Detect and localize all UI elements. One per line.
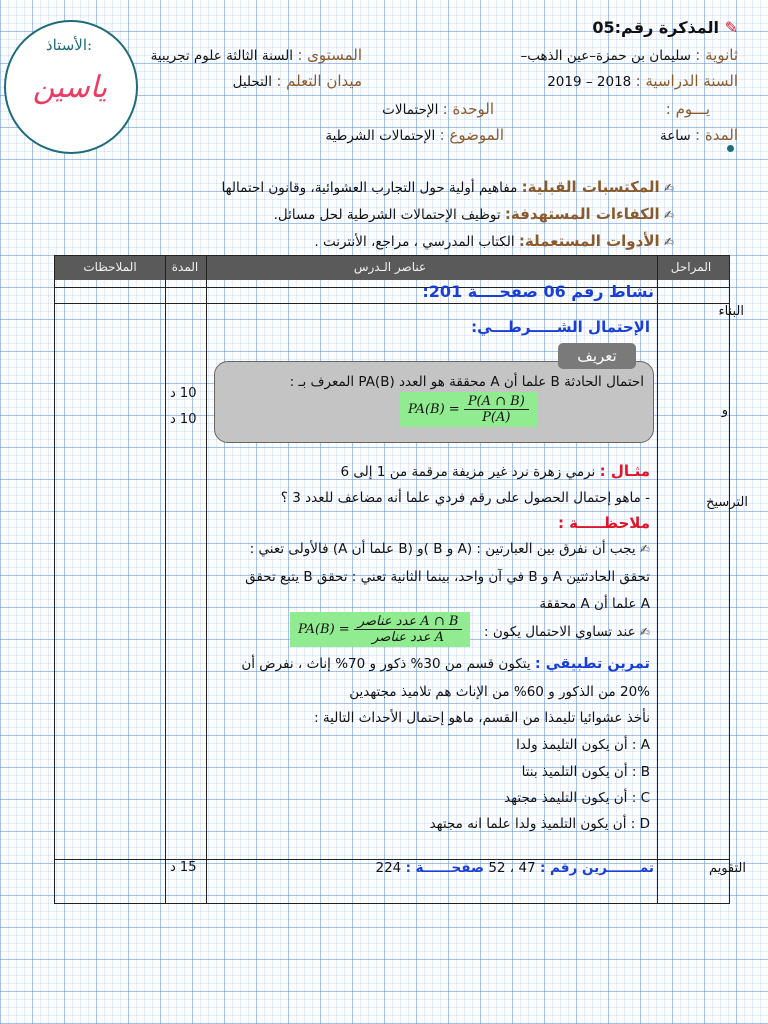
column-divider: [165, 256, 166, 903]
header-stages: المراحل: [670, 260, 712, 274]
note-line: تحقق الحادثتين A و B في آن واحد، بينما الثانية تعني : تحقق B يتبع تحقق: [245, 569, 650, 585]
column-divider: [657, 256, 658, 903]
activity-title: نشاط رقم 06 صفحــــة 201:: [422, 282, 654, 301]
exercise-line: نأخذ عشوائيا تليمذا من القسم، ماهو إحتمال الأحداث التالية :: [314, 710, 650, 726]
stage-evaluate: التقويم: [708, 861, 746, 876]
stamp-name: ياسين: [32, 70, 108, 105]
lesson-heading: الإحتمال الشـــــرطـــي:: [471, 318, 650, 336]
stage-and: و: [721, 403, 728, 418]
row-divider: [55, 303, 729, 304]
pencil-icon: ✍: [663, 208, 674, 222]
example-line: مثـال : نرمي زهرة نرد غير مزيفة مرقمة من 1 إلى 6: [340, 462, 650, 480]
pencil-icon: ✍: [639, 625, 650, 639]
level-line: المستوى : السنة الثالثة علوم تجريبية: [150, 46, 362, 64]
tools-line: ✍ الأدوات المستعملة: الكتاب المدرسي ، مراجع، الأنترنت .: [314, 232, 674, 250]
pencil-icon: ✍: [663, 181, 674, 195]
school-line: ثانوية : سليمان بن حمزة–عين الذهب–: [520, 46, 738, 64]
prereq-line: ✍ المكتسبات القبلية: مفاهيم أولية حول التجارب العشوائية، وقانون احتمالها: [221, 178, 674, 196]
duration-line: المدة : ساعة: [660, 126, 738, 144]
definition-formula: PA(B) = $\frac{P(A \cap B)}{P(A)}$: [400, 392, 537, 427]
header-elements: عناصر الـدرس: [353, 260, 427, 274]
stage-build: البناء: [718, 304, 744, 319]
exercise-line: 20% من الذكور و 60% من الإناث هم تلاميذ مجتهدين: [349, 684, 650, 700]
field-line: ميدان التعلم : التحليل: [232, 72, 362, 90]
unit-line: الوحدة : الإحتمالات: [382, 100, 494, 118]
duration-cell: 15 د: [170, 860, 197, 875]
day-line: يـــوم :: [665, 100, 710, 118]
event-c: C : أن يكون التليمذ مجتهد: [504, 790, 650, 806]
note-line: A علما أن A محققة: [539, 596, 650, 612]
stage-consolidate: الترسيخ: [706, 495, 748, 510]
event-d: D : أن يكون التلميذ ولدا علما انه مجتهد: [429, 816, 650, 832]
definition-text: احتمال الحادثة B علما أن A محققة هو العدد PA(B) المعرف بـ :: [289, 374, 644, 390]
note-line: ✍ يجب أن نفرق بين العبارتين : (A و B )و (B علما أن A) فالأولى تعني :: [249, 541, 650, 557]
event-a: A : أن يكون التليمذ ولدا: [516, 737, 650, 753]
homework-line: تمـــــــرين رقم : 47 ، 52 صفحــــــة : 224: [375, 860, 654, 876]
definition-tag: تعريف: [558, 343, 636, 369]
note-label: ملاحظـــــة :: [557, 514, 650, 532]
pencil-icon: ✎: [724, 18, 738, 37]
memo-number: ✎ المذكرة رقم:05: [592, 18, 738, 37]
pencil-icon: ✍: [639, 542, 650, 556]
example-question: - ماهو إحتمال الحصول على رقم فردي علما أنه مضاعف للعدد 3 ؟: [280, 490, 650, 506]
event-b: B : أن يكون التلميذ بنتا: [521, 764, 650, 780]
exercise-line: تمرين تطبيقي : يتكون قسم من 30% ذكور و 70% إناث ، نفرض أن: [241, 656, 650, 672]
duration-cell: 10 د: [170, 412, 197, 427]
header-notes: الملاحظات: [83, 260, 137, 274]
bullet-dot: [727, 145, 734, 152]
column-divider: [206, 256, 207, 903]
equal-probability-formula: PA(B) = $\frac{\text{عدد عناصر A ∩ B}}{\text{عدد عناصر A}}$: [290, 612, 470, 647]
duration-cell: 10 د: [170, 386, 197, 401]
year-line: السنة الدراسية : 2018 – 2019: [547, 72, 738, 90]
note-equal-probability: ✍ عند تساوي الاحتمال يكون :: [484, 624, 650, 640]
topic-line: الموضوع : الإحتمالات الشرطية: [325, 126, 504, 144]
pencil-icon: ✍: [663, 235, 674, 249]
header-duration: المدة: [171, 260, 199, 274]
competence-line: ✍ الكفاءات المستهدفة: توظيف الإحتمالات الشرطية لحل مسائل.: [273, 205, 674, 223]
stamp-title: الأستاذ:: [45, 36, 93, 54]
